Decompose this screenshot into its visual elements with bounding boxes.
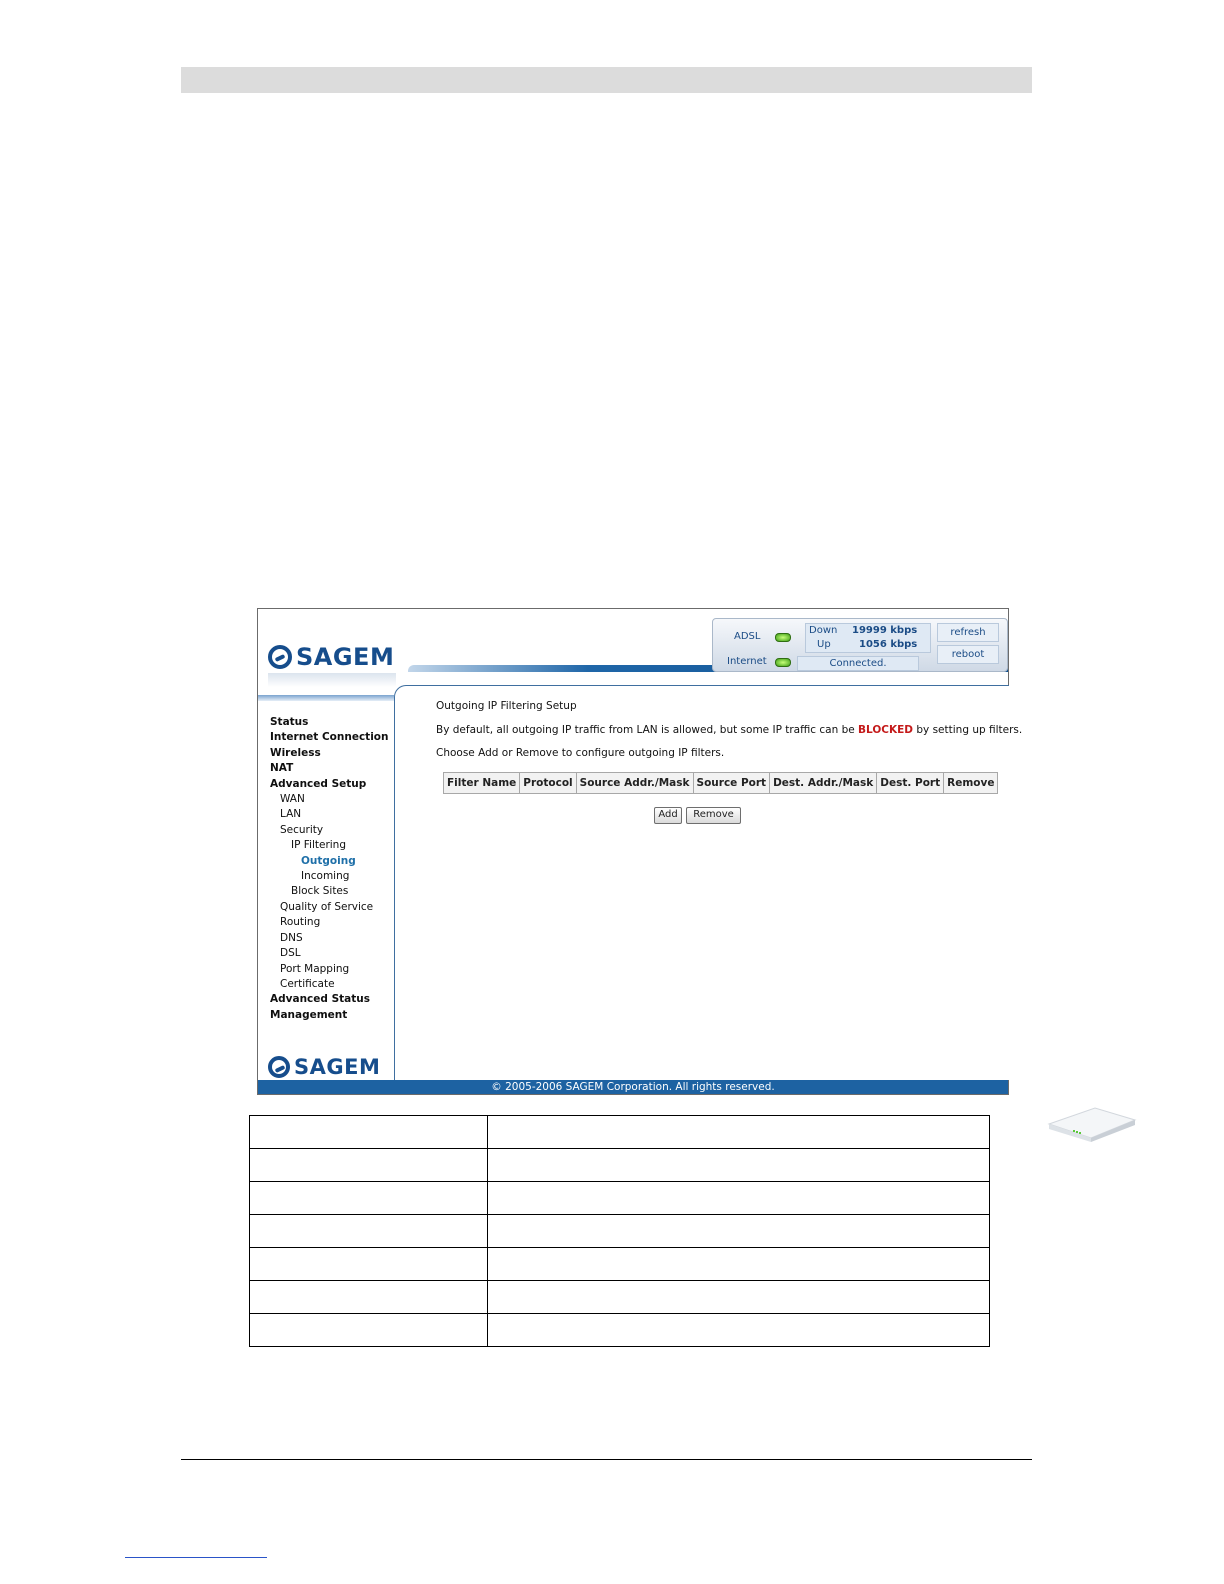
nav-item-quality-of-service[interactable]: Quality of Service xyxy=(280,900,374,913)
description-text: By default, all outgoing IP traffic from LAN is allowed, but some IP traffic can be xyxy=(436,724,859,736)
table-row xyxy=(250,1149,990,1182)
brand-name: SAGEM xyxy=(296,643,395,671)
reboot-button[interactable]: reboot xyxy=(937,645,999,664)
nav-item-security[interactable]: Security xyxy=(280,823,324,836)
col-remove: Remove xyxy=(944,773,998,794)
table-row xyxy=(250,1215,990,1248)
connection-status-panel xyxy=(712,618,1008,672)
remove-button[interactable]: Remove xyxy=(686,807,741,824)
nav-item-certificate[interactable]: Certificate xyxy=(280,977,335,990)
adsl-label: ADSL xyxy=(734,631,761,642)
outgoing-filter-table xyxy=(443,772,998,794)
table-row xyxy=(250,1314,990,1347)
nav-item-management[interactable]: Management xyxy=(270,1008,348,1021)
nav-item-advanced-status[interactable]: Advanced Status xyxy=(270,993,370,1006)
router-ui-screenshot xyxy=(257,608,1023,1095)
col-protocol: Protocol xyxy=(520,773,576,794)
document-link-underline xyxy=(125,1557,267,1558)
connection-status: Connected. xyxy=(797,656,919,671)
document-table xyxy=(249,1115,990,1347)
down-label: Down xyxy=(809,625,838,636)
nav-item-status[interactable]: Status xyxy=(270,716,309,728)
col-source-port: Source Port xyxy=(693,773,770,794)
nav-item-routing[interactable]: Routing xyxy=(280,916,321,929)
nav-item-wan[interactable]: WAN xyxy=(280,793,305,806)
nav-item-nat[interactable]: NAT xyxy=(270,762,294,775)
col-dest-port: Dest. Port xyxy=(877,773,944,794)
col-source-addr-mask: Source Addr./Mask xyxy=(576,773,693,794)
sagem-swirl-icon xyxy=(268,1056,290,1078)
blocked-keyword: BLOCKED xyxy=(858,724,914,736)
table-row xyxy=(250,1248,990,1281)
table-row xyxy=(250,1116,990,1149)
up-label: Up xyxy=(817,639,831,650)
add-button[interactable]: Add xyxy=(654,807,682,824)
copyright-footer: © 2005-2006 SAGEM Corporation. All rights reserved. xyxy=(258,1080,1008,1094)
document-header-bar xyxy=(181,67,1032,93)
nav-item-wireless[interactable]: Wireless xyxy=(270,746,321,759)
nav-item-internet-connection[interactable]: Internet Connection xyxy=(270,731,389,744)
internet-label: Internet xyxy=(727,656,767,667)
line-rates xyxy=(805,623,931,653)
nav-item-block-sites[interactable]: Block Sites xyxy=(291,885,349,898)
table-row xyxy=(250,1281,990,1314)
nav-item-dns[interactable]: DNS xyxy=(280,931,303,944)
table-header-row xyxy=(444,773,998,794)
sagem-logo-bottom xyxy=(268,1055,380,1079)
nav-item-dsl[interactable]: DSL xyxy=(280,947,301,960)
nav-item-advanced-setup[interactable]: Advanced Setup xyxy=(270,777,367,790)
up-rate: 1056 kbps xyxy=(859,639,918,650)
nav-item-port-mapping[interactable]: Port Mapping xyxy=(280,962,350,975)
router-device-icon xyxy=(1045,1104,1137,1144)
main-content xyxy=(394,685,1023,1080)
document-footer-line xyxy=(181,1459,1032,1460)
adsl-led-icon xyxy=(775,633,791,642)
description xyxy=(436,724,1022,736)
nav-item-outgoing[interactable]: Outgoing xyxy=(301,854,356,867)
logo-reflection xyxy=(268,673,396,687)
sagem-swirl-icon xyxy=(268,645,292,669)
down-rate: 19999 kbps xyxy=(852,625,918,636)
internet-led-icon xyxy=(775,658,791,667)
instruction-text: Choose Add or Remove to configure outgoing IP filters. xyxy=(436,747,725,759)
col-dest-addr-mask: Dest. Addr./Mask xyxy=(770,773,877,794)
nav-header-strip xyxy=(258,695,394,701)
sagem-logo xyxy=(268,643,394,671)
nav-item-ip-filtering[interactable]: IP Filtering xyxy=(291,839,347,852)
refresh-button[interactable]: refresh xyxy=(937,623,999,642)
nav-item-lan[interactable]: LAN xyxy=(280,808,302,821)
description-text-end: by setting up filters. xyxy=(913,724,1023,736)
nav-item-incoming[interactable]: Incoming xyxy=(301,870,350,883)
page-title: Outgoing IP Filtering Setup xyxy=(436,700,577,712)
sidebar-nav xyxy=(270,715,400,1023)
col-filter-name: Filter Name xyxy=(444,773,520,794)
table-row xyxy=(250,1182,990,1215)
panel-buttons xyxy=(937,623,1001,667)
brand-name-bottom: SAGEM xyxy=(294,1055,381,1079)
